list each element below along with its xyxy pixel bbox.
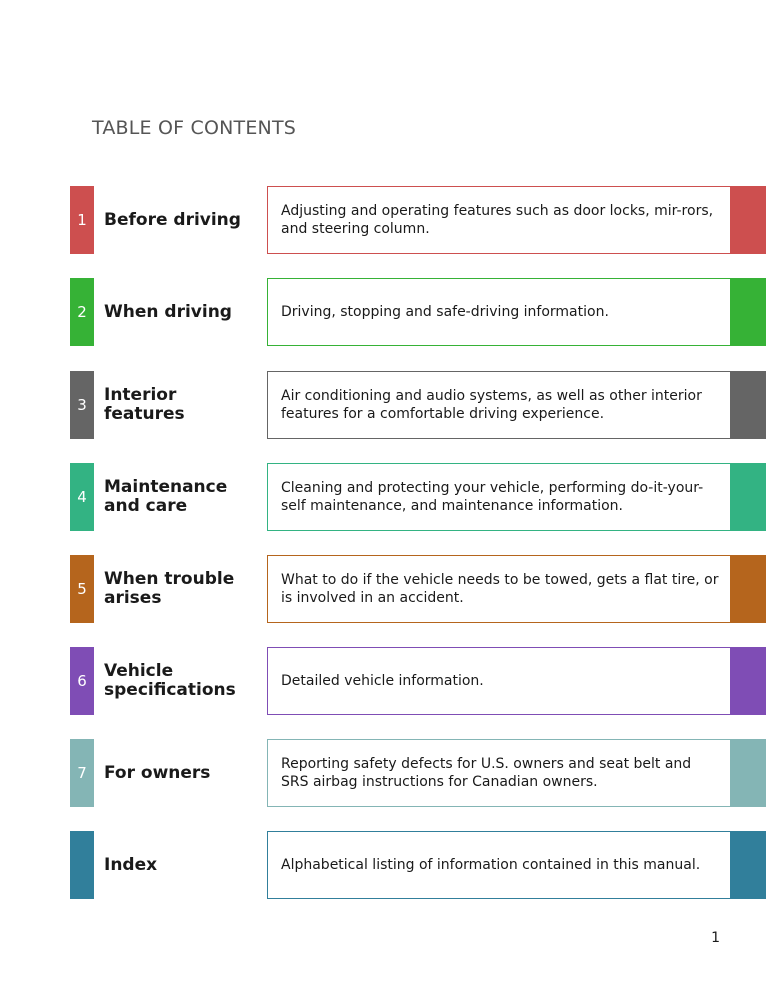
- chapter-description: Adjusting and operating features such as door locks, mir-rors, and steering column.: [281, 203, 714, 237]
- chapter-color-tab[interactable]: [730, 463, 766, 531]
- chapter-number-tab: 4: [70, 463, 94, 531]
- chapter-description: Reporting safety defects for U.S. owners and seat belt and SRS airbag instructions for Canadian owners.: [281, 756, 692, 790]
- chapter-description: Driving, stopping and safe-driving information.: [281, 304, 609, 320]
- chapter-title[interactable]: For owners: [104, 762, 211, 783]
- chapter-description-box: [267, 371, 766, 439]
- chapter-description-box: [267, 647, 766, 715]
- chapter-title[interactable]: Maintenance and care: [104, 477, 228, 516]
- chapter-title[interactable]: When driving: [104, 301, 232, 322]
- toc-row-when-driving[interactable]: [0, 278, 768, 346]
- chapter-number-tab: 6: [70, 647, 94, 715]
- chapter-description-box: [267, 739, 766, 807]
- chapter-description: Cleaning and protecting your vehicle, performing do-it-your-self maintenance, and maintenance information.: [281, 480, 704, 514]
- chapter-description: Alphabetical listing of information contained in this manual.: [281, 857, 701, 873]
- page-number: 1: [711, 930, 720, 946]
- chapter-color-tab[interactable]: [730, 186, 766, 254]
- chapter-description-box: [267, 831, 766, 899]
- chapter-description-box: [267, 463, 766, 531]
- chapter-description-box: [267, 555, 766, 623]
- chapter-number-tab: 7: [70, 739, 94, 807]
- toc-row-for-owners[interactable]: [0, 739, 768, 807]
- chapter-title[interactable]: When trouble arises: [104, 569, 235, 608]
- toc-row-before-driving[interactable]: [0, 186, 768, 254]
- toc-row-interior-features[interactable]: [0, 371, 768, 439]
- chapter-description: Detailed vehicle information.: [281, 673, 484, 689]
- chapter-color-tab[interactable]: [730, 739, 766, 807]
- chapter-title[interactable]: Interior features: [104, 385, 185, 424]
- toc-row-maintenance-and-care[interactable]: [0, 463, 768, 531]
- chapter-number-tab: [70, 831, 94, 899]
- toc-row-vehicle-specifications[interactable]: [0, 647, 768, 715]
- chapter-title[interactable]: Before driving: [104, 209, 241, 230]
- chapter-color-tab[interactable]: [730, 831, 766, 899]
- chapter-color-tab[interactable]: [730, 555, 766, 623]
- chapter-description: What to do if the vehicle needs to be towed, gets a flat tire, or is involved in an accident.: [281, 572, 719, 606]
- chapter-description-box: [267, 186, 766, 254]
- chapter-number-tab: 3: [70, 371, 94, 439]
- toc-row-when-trouble-arises[interactable]: [0, 555, 768, 623]
- page-title: TABLE OF CONTENTS: [92, 117, 297, 139]
- chapter-number-tab: 2: [70, 278, 94, 346]
- chapter-color-tab[interactable]: [730, 278, 766, 346]
- chapter-description-box: [267, 278, 766, 346]
- chapter-number-tab: 1: [70, 186, 94, 254]
- chapter-title[interactable]: Index: [104, 854, 158, 875]
- chapter-color-tab[interactable]: [730, 371, 766, 439]
- chapter-description: Air conditioning and audio systems, as well as other interior features for a comfortable driving experience.: [281, 388, 702, 422]
- chapter-color-tab[interactable]: [730, 647, 766, 715]
- toc-row-index[interactable]: [0, 831, 768, 899]
- chapter-number-tab: 5: [70, 555, 94, 623]
- chapter-title[interactable]: Vehicle specifications: [104, 661, 236, 700]
